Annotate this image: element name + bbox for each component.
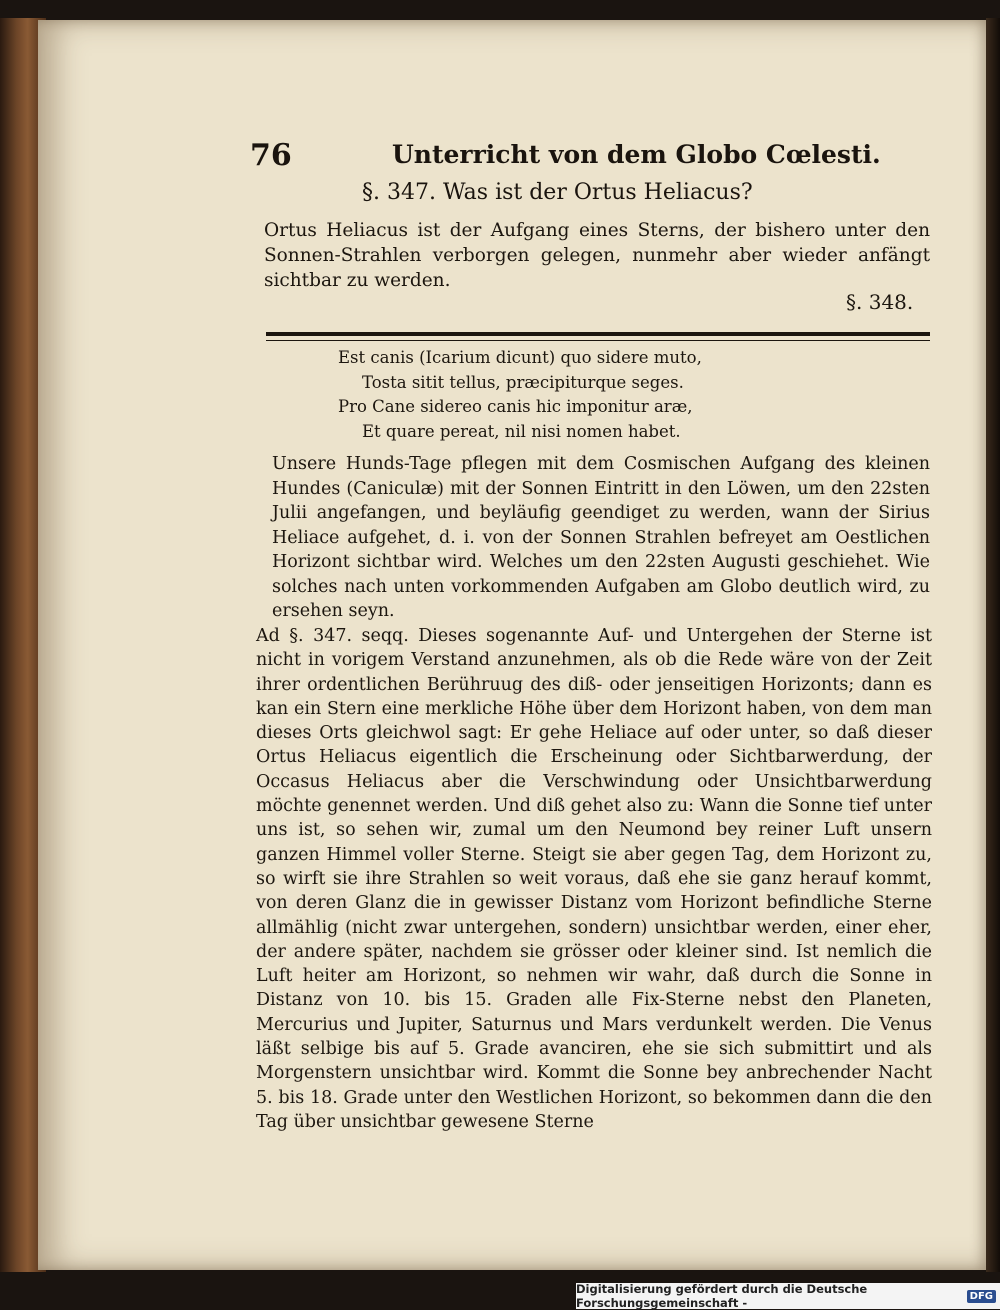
page-number: 76 xyxy=(250,138,292,173)
page-edge-shadow xyxy=(986,18,1000,1272)
verse-line: Tosta sitit tellus, præcipiturque seges. xyxy=(362,372,684,392)
verse-line: Et quare pereat, nil nisi nomen habet. xyxy=(362,421,681,441)
latin-verse xyxy=(338,346,702,444)
digitization-footer xyxy=(576,1283,1000,1309)
catchword: §. 348. xyxy=(846,290,914,314)
section-divider xyxy=(266,332,930,336)
verse-line: Est canis (Icarium dicunt) quo sidere muto, xyxy=(338,348,702,367)
paragraph-dog-days: Unsere Hunds-Tage pflegen mit dem Cosmischen Aufgang des kleinen Hundes (Caniculæ) mit der Sonnen Eintritt in den Löwen, um den 22sten Julii angefangen, und beyläufig geendiget zu werden, wann der Sirius Heliace aufgehet, d. i. von der Sonnen Strahlen befreyet am Oestlichen Horizont sichtbar wird. Welches um den 22sten Augusti geschiehet. Wie solches nach unten vorkommenden Aufgaben am Globo deutlich wird, zu ersehen seyn. xyxy=(272,454,930,621)
page-header xyxy=(250,138,940,178)
section-heading: §. 347. Was ist der Ortus Heliacus? xyxy=(362,180,753,205)
running-title: Unterricht von dem Globo Cœlesti. xyxy=(392,140,881,169)
footer-text: Digitalisierung gefördert durch die Deutsche Forschungsgemeinschaft - xyxy=(576,1282,868,1310)
section-divider-thin xyxy=(266,340,930,341)
dfg-logo-icon: DFG xyxy=(967,1290,996,1303)
paragraph-commentary: Ad §. 347. seqq. Dieses sogenannte Auf- und Untergehen der Sterne ist nicht in vorigem Verstand anzunehmen, als ob die Rede wäre von der Zeit ihrer ordentlichen Berühruug des diß- oder jenseitigen Horizonts; dann es kan ein Stern eine merkliche Höhe über dem Horizont haben, von dem man dieses Orts gleichwol sagt: Er gehe Heliace auf oder unter, so daß dieser Ortus Heliacus eigentlich die Erscheinung oder Sichtbarwerdung, der Occasus Heliacus aber die Verschwindung oder Unsichtbarwerdung möchte genennet werden. Und diß gehet also zu: Wann die Sonne tief unter uns ist, so sehen wir, zumal um den Neumond bey reiner Luft unsern ganzen Himmel voller Sterne. Steigt sie aber gegen Tag, dem Horizont zu, so wirft sie ihre Strahlen so weit voraus, daß ehe sie ganz herauf kommt, von deren Glanz die in gewisser Distanz vom Horizont befindliche Sterne allmählig (nicht zwar untergehen, sondern) unsichtbar werden, einer eher, der andere später, nachdem sie grösser oder kleiner sind. Ist nemlich die Luft heiter am Horizont, so nehmen wir wahr, daß durch die Sonne in Distanz von 10. bis 15. Graden alle Fix-Sterne nebst den Planeten, Mercurius und Jupiter, Saturnus und Mars verdunkelt werden. Die Venus läßt selbige bis auf 5. Grade avanciren, ehe sie sich submittirt und als Morgenstern unsichtbar wird. Kommt die Sonne bey anbrechender Nacht 5. bis 18. Grade unter den Westlichen Horizont, so bekommen dann die den Tag über unsichtbar gewesene Sterne xyxy=(256,626,932,1132)
verse-line: Pro Cane sidereo canis hic imponitur aræ, xyxy=(338,397,693,416)
paragraph-definition: Ortus Heliacus ist der Aufgang eines Sterns, der bishero unter den Sonnen-Strahlen verborgen gelegen, nunmehr aber wieder anfängt sichtbar zu werden. xyxy=(264,220,930,291)
